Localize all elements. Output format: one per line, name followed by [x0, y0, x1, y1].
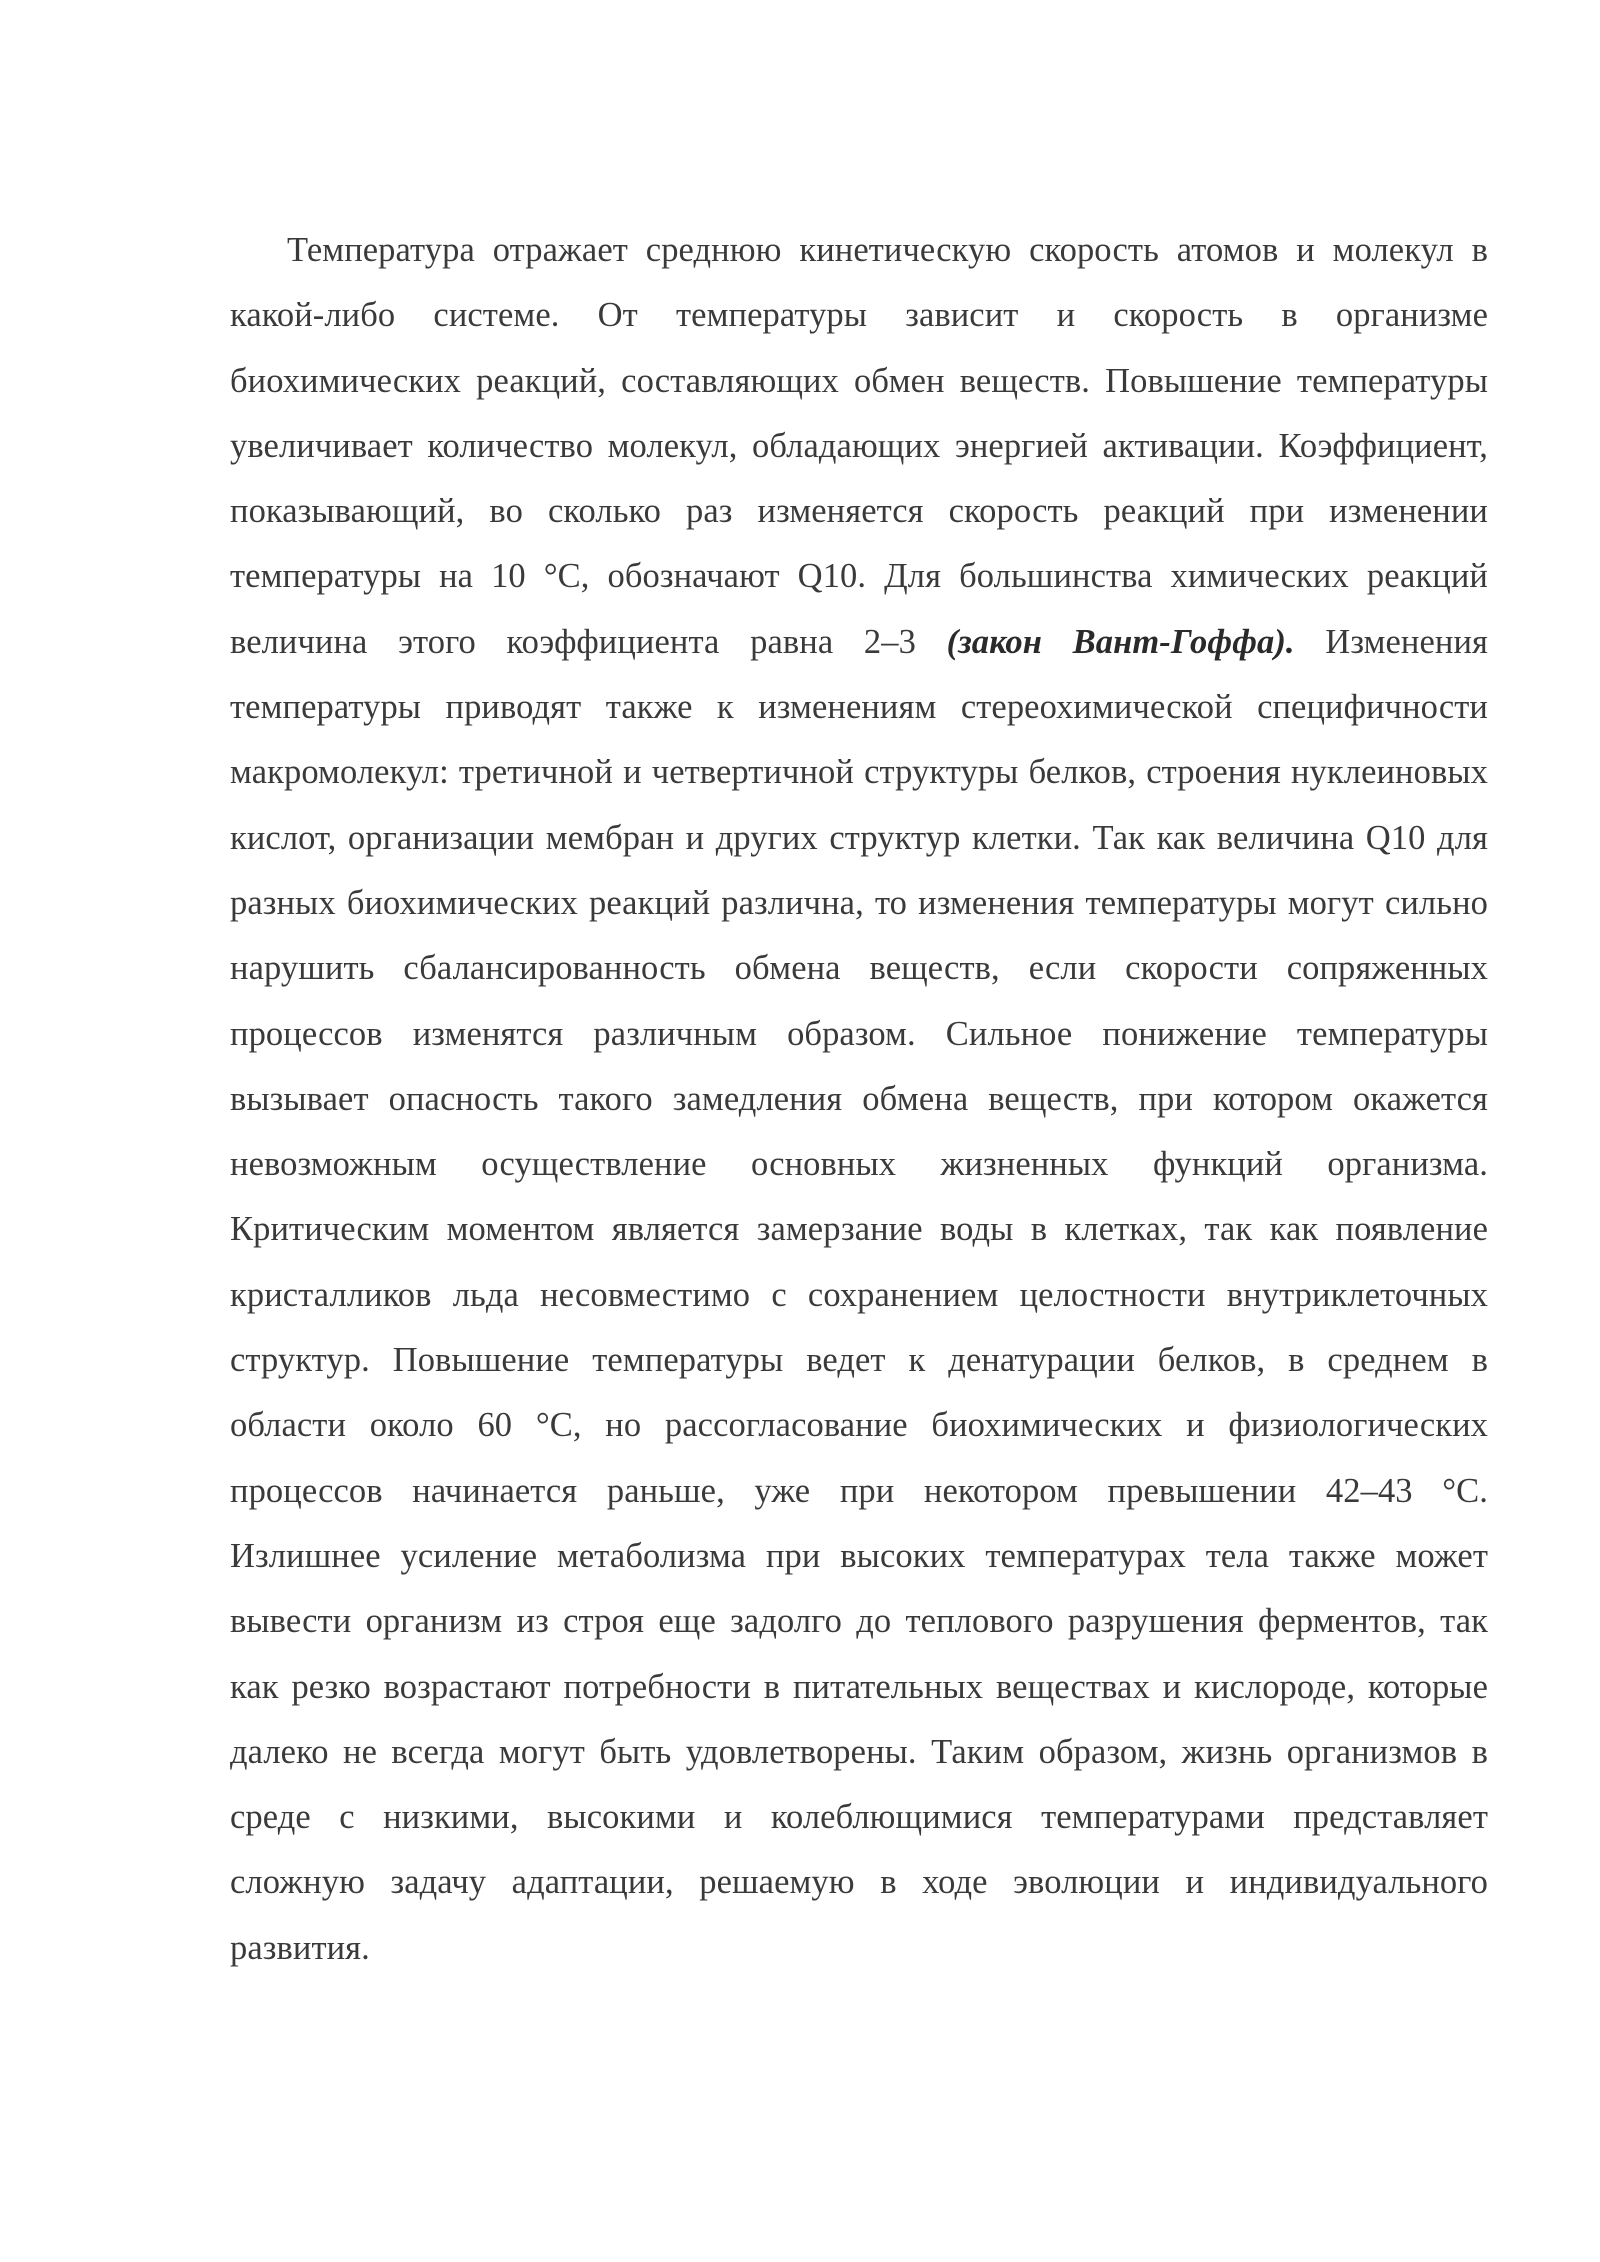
vant-hoff-law-emphasis: (закон Вант-Гоффа). — [946, 622, 1295, 661]
paragraph-text-part-1: Температура отражает среднюю кинетическую скорость атомов и молекул в какой-либо системе. От температуры зависит и скорость в организме биохимических реакций, составляющих обмен веществ. Повышение температуры увеличивает количество молекул, обладающих энергией активации. Коэффициент, показывающий, во сколько раз изменяется скорость реакций при изменении температуры на 10 °С, обозначают Q10. Для большинства химических реакций величина этого коэффициента равна 2–3 — [230, 231, 1488, 661]
body-paragraph — [230, 218, 1488, 1981]
paragraph-text-part-2: Изменения температуры приводят также к изменениям стереохимической специфичности макромолекул: третичной и четвертичной структуры белков, строения нуклеиновых кислот, организации мембран и других структур клетки. Так как величина Q10 для разных биохимических реакций различна, то изменения температуры могут сильно нарушить сбалансированность обмена веществ, если скорости сопряженных процессов изменятся различным образом. Сильное понижение температуры вызывает опасность такого замедления обмена веществ, при котором окажется невозможным осуществление основных жизненных функций организма. Критическим моментом является замерзание воды в клетках, так как появление кристалликов льда несовместимо с сохранением целостности внутриклеточных структур. Повышение температуры ведет к денатурации белков, в среднем в области около 60 °С, но рассогласование биохимических и физиологических процессов начинается раньше, уже при некотором превышении 42–43 °С. Излишнее усиление метаболизма при высоких температурах тела также может вывести организм из строя еще задолго до теплового разрушения ферментов, так как резко возрастают потребности в питательных веществах и кислороде, которые далеко не всегда могут быть удовлетворены. Таким образом, жизнь организмов в среде с низкими, высокими и колеблющимися температурами представляет сложную задачу адаптации, решаемую в ходе эволюции и индивидуального развития. — [230, 622, 1488, 1967]
